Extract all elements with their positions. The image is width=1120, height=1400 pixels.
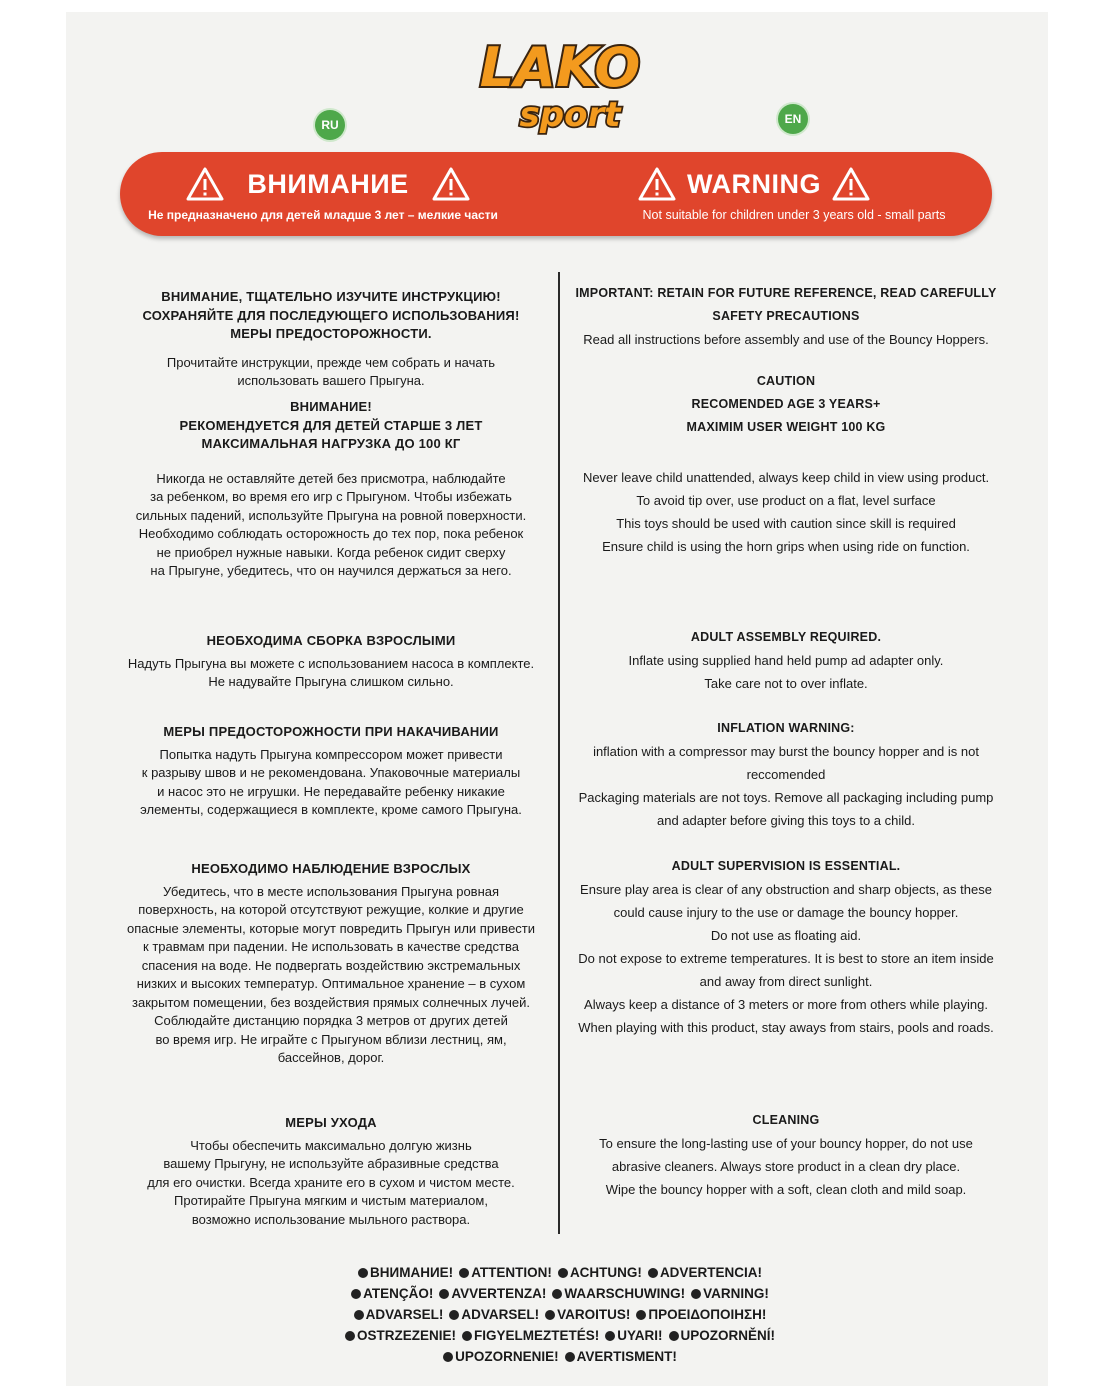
language-flag-icon: [691, 1289, 701, 1299]
section-heading: НЕОБХОДИМА СБОРКА ВЗРОСЛЫМИ: [206, 633, 456, 648]
language-flag-icon: [358, 1268, 368, 1278]
banner-title-en: WARNING: [687, 168, 821, 199]
section-text: inflation with a compressor may burst the bouncy hopper and is not reccomended Packaging materials are not toys. Remove all packaging including pump and adapter before giving this toys to a child.: [578, 744, 994, 828]
warning-triangle-icon: [185, 166, 225, 202]
attention-word: ΠΡΟΕΙΔΟΠΟΙΗΣΗ!: [648, 1307, 767, 1322]
section-heading: ADULT ASSEMBLY REQUIRED.: [690, 630, 882, 644]
warning-triangle-icon: [637, 166, 677, 202]
ru-section: [106, 860, 556, 1068]
section-text: Попытка надуть Прыгуна компрессором может привести к разрыву швов и не рекомендована. Упаковочные материалы и насос это не игрушки. Не передавайте ребенку никакие элементы, содержащиеся в комплекте, кроме самого Прыгуна.: [140, 746, 522, 817]
logo-subword: sport: [519, 95, 621, 135]
section-heading: CLEANING: [752, 1113, 820, 1127]
attention-item: [636, 1304, 766, 1325]
section-heading: ADULT SUPERVISION IS ESSENTIAL.: [671, 859, 901, 873]
section-heading: ВНИМАНИЕ! РЕКОМЕНДУЕТСЯ ДЛЯ ДЕТЕЙ СТАРШЕ 3 ЛЕТ МАКСИМАЛЬНАЯ НАГРУЗКА ДО 100 КГ: [179, 399, 483, 451]
attention-item: [351, 1283, 433, 1304]
lako-sport-logo-graphic: [460, 28, 660, 138]
language-flag-icon: [443, 1352, 453, 1362]
ru-section: [106, 288, 556, 391]
language-badge-en: EN: [778, 104, 808, 134]
language-flag-icon: [449, 1310, 459, 1320]
section-text: Чтобы обеспечить максимально долгую жизнь вашему Прыгуну, не используйте абразивные средства для его очистки. Всегда храните его в сухом и чистом месте. Протирайте Прыгуна мягким и чистым материалом, возможно использование мыльного раствора.: [147, 1137, 515, 1227]
banner-subtitle-ru: Не предназначено для детей младше 3 лет – мелкие части: [148, 208, 498, 222]
section-heading: ВНИМАНИЕ, ТЩАТЕЛЬНО ИЗУЧИТЕ ИНСТРУКЦИЮ! СОХРАНЯЙТЕ ДЛЯ ПОСЛЕДУЮЩЕГО ИСПОЛЬЗОВАНИЯ! МЕРЫ ПРЕДОСТОРОЖНОСТИ.: [142, 289, 520, 341]
section-text: Надуть Прыгуна вы можете с использованием насоса в комплекте. Не надувайте Прыгуна слишком сильно.: [127, 655, 535, 689]
attention-item: [605, 1325, 662, 1346]
en-section: [566, 282, 1006, 351]
attention-word: VAROITUS!: [557, 1307, 631, 1322]
attention-word: UPOZORNĚNÍ!: [680, 1328, 776, 1343]
attention-item: [648, 1262, 762, 1283]
warning-banner-en: [556, 152, 992, 236]
attention-word: ВНИМАНИЕ!: [370, 1265, 454, 1280]
ru-section: [106, 398, 556, 581]
attention-item: [565, 1346, 677, 1367]
section-text: Ensure play area is clear of any obstruction and sharp objects, as these could cause injury to the use or damage the bouncy hopper. Do not use as floating aid. Do not expose to extreme temperatures. It is best to store an item inside and away from direct sunlight. Always keep a distance of 3 meters or more from others while playing. When playing with this product, stay aways from stairs, pools and roads.: [578, 882, 994, 1035]
section-heading: INFLATION WARNING:: [717, 721, 855, 735]
attention-word: OSTRZEZENIE!: [356, 1328, 456, 1343]
attention-word: AVVERTENZA!: [451, 1286, 547, 1301]
column-divider: [558, 272, 560, 1234]
language-flag-icon: [558, 1268, 568, 1278]
attention-word: ATENÇÃO!: [363, 1286, 434, 1301]
language-flag-icon: [351, 1289, 361, 1299]
banner-title-ru: ВНИМАНИЕ: [247, 168, 409, 199]
warning-banner-ru: [120, 152, 556, 236]
language-flag-icon: [648, 1268, 658, 1278]
attention-item: [545, 1304, 630, 1325]
attention-item: [459, 1262, 552, 1283]
attention-row: [300, 1325, 820, 1346]
attention-row: [300, 1304, 820, 1325]
section-heading: МЕРЫ ПРЕДОСТОРОЖНОСТИ ПРИ НАКАЧИВАНИИ: [163, 724, 499, 739]
attention-item: [345, 1325, 456, 1346]
attention-item: [358, 1262, 453, 1283]
language-flag-icon: [439, 1289, 449, 1299]
language-flag-icon: [605, 1331, 615, 1341]
language-flag-icon: [545, 1310, 555, 1320]
language-flag-icon: [462, 1331, 472, 1341]
attention-word: UYARI!: [617, 1328, 663, 1343]
warning-triangle-icon: [431, 166, 471, 202]
logo-wordmark: LAKO: [479, 36, 641, 99]
attention-word: ATTENTION!: [471, 1265, 552, 1280]
section-text: Read all instructions before assembly and use of the Bouncy Hoppers.: [583, 332, 989, 347]
section-text: To ensure the long-lasting use of your bouncy hopper, do not use abrasive cleaners. Always store product in a clean dry place. Wipe the bouncy hopper with a soft, clean cloth and mild soap.: [599, 1136, 973, 1197]
attention-item: [439, 1283, 546, 1304]
multilingual-attention: [300, 1262, 820, 1367]
section-text: Inflate using supplied hand held pump ad adapter only. Take care not to over inflate.: [628, 653, 944, 691]
attention-item: [558, 1262, 642, 1283]
attention-word: ACHTUNG!: [569, 1265, 642, 1280]
section-text: Убедитесь, что в месте использования Прыгуна ровная поверхность, на которой отсутствуют режущие, колкие и другие опасные элементы, которые могут повредить Прыгун или привести к травмам при падении. Не использовать в качестве средства спасения на воде. Не подвергать воздействию экстремальных низких и высоких температур. Оптимальное хранение – в сухом закрытом помещении, без воздействия прямых солнечных лучей. Соблюдайте дистанцию порядка 3 метров от других детей во время игр. Не играйте с Прыгуном вблизи лестниц, ям, бассейнов, дорог.: [126, 883, 536, 1065]
language-flag-icon: [459, 1268, 469, 1278]
attention-row: [300, 1283, 820, 1304]
section-heading: CAUTION RECOMENDED AGE 3 YEARS+ MAXIMIM USER WEIGHT 100 KG: [686, 374, 886, 434]
section-heading: МЕРЫ УХОДА: [285, 1115, 377, 1130]
language-flag-icon: [345, 1331, 355, 1341]
section-text: Never leave child unattended, always keep child in view using product. To avoid tip over, use product on a flat, level surface This toys should be used with caution since skill is required Ensure child is using the horn grips when using ride on function.: [582, 470, 990, 554]
warning-triangle-icon: [831, 166, 871, 202]
attention-item: [449, 1304, 539, 1325]
ru-section: [106, 1114, 556, 1229]
brand-logo: [460, 28, 660, 138]
attention-word: VARNING!: [703, 1286, 769, 1301]
attention-item: [552, 1283, 685, 1304]
language-flag-icon: [354, 1310, 364, 1320]
warning-banner: [120, 152, 992, 236]
en-section: [566, 1109, 1006, 1201]
attention-word: FIGYELMEZTETÉS!: [473, 1328, 600, 1343]
attention-item: [691, 1283, 769, 1304]
attention-word: WAARSCHUWING!: [564, 1286, 686, 1301]
attention-word: ADVARSEL!: [365, 1307, 444, 1322]
attention-row: [300, 1346, 820, 1367]
attention-word: ADVARSEL!: [461, 1307, 540, 1322]
attention-item: [354, 1304, 444, 1325]
attention-word: ADVERTENCIA!: [659, 1265, 762, 1280]
attention-item: [462, 1325, 599, 1346]
en-section: [566, 370, 1006, 439]
attention-item: [443, 1346, 559, 1367]
language-badge-ru: RU: [315, 110, 345, 140]
banner-subtitle-en: Not suitable for children under 3 years old - small parts: [642, 208, 946, 222]
attention-word: UPOZORNENIE!: [455, 1349, 559, 1364]
en-section: [566, 626, 1006, 695]
attention-item: [669, 1325, 776, 1346]
section-text: Никогда не оставляйте детей без присмотра, наблюдайте за ребенком, во время его игр с Прыгуном. Чтобы избежать сильных падений, используйте Прыгуна на ровной поверхности. Необходимо соблюдать осторожность до тех пор, пока ребенок не приобрел нужные навыки. Когда ребенок сидит сверху на Прыгуне, убедитесь, что он научился держаться за него.: [135, 470, 527, 578]
ru-section: [106, 723, 556, 820]
en-section: [566, 717, 1006, 832]
en-section: [566, 466, 1006, 558]
language-flag-icon: [636, 1310, 646, 1320]
language-flag-icon: [669, 1331, 679, 1341]
en-section: [566, 855, 1006, 1039]
section-heading: IMPORTANT: RETAIN FOR FUTURE REFERENCE, READ CAREFULLY SAFETY PRECAUTIONS: [575, 286, 997, 323]
attention-row: [300, 1262, 820, 1283]
ru-section: [106, 632, 556, 692]
language-flag-icon: [552, 1289, 562, 1299]
section-text: Прочитайте инструкции, прежде чем собрать и начать использовать вашего Прыгуна.: [166, 354, 496, 388]
section-heading: НЕОБХОДИМО НАБЛЮДЕНИЕ ВЗРОСЛЫХ: [191, 861, 471, 876]
attention-word: AVERTISMENT!: [576, 1349, 677, 1364]
language-flag-icon: [565, 1352, 575, 1362]
